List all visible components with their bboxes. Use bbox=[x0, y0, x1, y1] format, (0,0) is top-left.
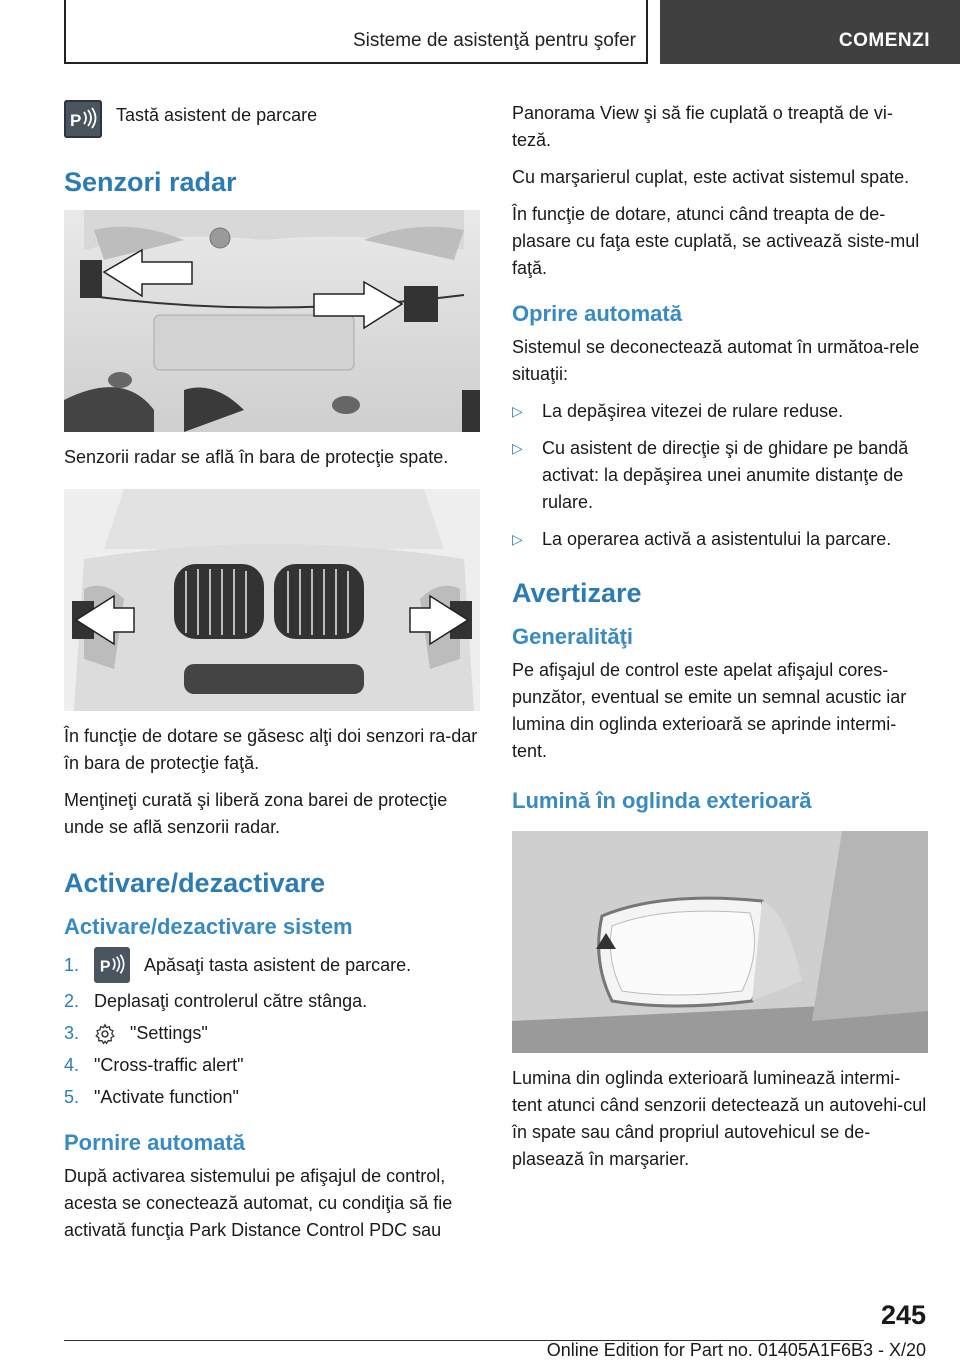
step-number: 5. bbox=[64, 1087, 80, 1107]
list-item-text: La operarea activă a asistentului la parcare. bbox=[542, 529, 892, 549]
step-text: "Settings" bbox=[130, 1023, 208, 1043]
auto-stop-conditions bbox=[512, 398, 928, 553]
park-assist-key-label: Tastă asistent de parcare bbox=[116, 105, 318, 125]
step-text: Deplasaţi controlerul către stânga. bbox=[94, 991, 368, 1011]
list-item bbox=[512, 435, 928, 516]
step-text: "Cross-traffic alert" bbox=[94, 1055, 244, 1075]
step-3 bbox=[64, 1020, 480, 1047]
forward-gear-text: În funcţie de dotare, atunci când treapta de de‐plasare cu faţa este cuplată, se activează siste‐mul faţă. bbox=[512, 204, 920, 278]
list-item bbox=[512, 526, 928, 553]
edition-info: Online Edition for Part no. 01405A1F6B3 - X/20 bbox=[546, 1340, 926, 1360]
step-number: 2. bbox=[64, 991, 80, 1011]
list-item-text: La depăşirea vitezei de rulare reduse. bbox=[542, 401, 844, 421]
side-mirror-photo bbox=[512, 831, 928, 1053]
step-number: 3. bbox=[64, 1023, 80, 1043]
step-4 bbox=[64, 1052, 480, 1079]
header-section-title: Sisteme de asistenţă pentru şofer bbox=[352, 30, 636, 51]
heading-activation-system: Activare/dezactivare sistem bbox=[64, 914, 353, 939]
gear-icon bbox=[94, 1023, 116, 1045]
step-5 bbox=[64, 1084, 480, 1111]
front-bumper-photo bbox=[64, 489, 480, 711]
park-assist-key-row bbox=[64, 100, 480, 138]
step-1 bbox=[64, 947, 480, 983]
mirror-caption: Lumina din oglinda exterioară luminează intermi‐tent atunci când senzorii detectează un autovehi‐cul în spate sau când propriul autovehicul se de‐plasează în marşarier. bbox=[512, 1068, 927, 1169]
panorama-text: Panorama View şi să fie cuplată o treaptă de vi‐teză. bbox=[512, 103, 893, 150]
heading-mirror-light: Lumină în oglinda exterioară bbox=[512, 788, 812, 813]
heading-activation: Activare/dezactivare bbox=[64, 868, 326, 898]
rear-bumper-photo bbox=[64, 210, 480, 432]
svg-text:P: P bbox=[99, 958, 111, 976]
heading-radar-sensors: Senzori radar bbox=[64, 167, 237, 197]
triangle-bullet-icon: ▷ bbox=[512, 403, 523, 419]
triangle-bullet-icon: ▷ bbox=[512, 531, 523, 547]
heading-auto-stop: Oprire automată bbox=[512, 301, 682, 326]
caption-rear-sensors: Senzorii radar se află în bara de protecţie spate. bbox=[64, 447, 449, 467]
auto-stop-text: Sistemul se deconectează automat în următoa‐rele situaţii: bbox=[512, 337, 920, 384]
svg-text:P: P bbox=[70, 111, 82, 130]
activation-steps bbox=[64, 947, 480, 1111]
heading-auto-start: Pornire automată bbox=[64, 1130, 245, 1155]
reverse-gear-text: Cu marşarierul cuplat, este activat sistemul spate. bbox=[512, 167, 910, 187]
header-chapter-tab bbox=[660, 0, 960, 64]
park-assist-key-icon bbox=[94, 947, 130, 983]
heading-general: Generalităţi bbox=[512, 624, 634, 649]
step-number: 1. bbox=[64, 954, 80, 975]
general-text: Pe afişajul de control este apelat afişajul cores‐punzător, eventual se emite un semnal acustic iar lumina din oglinda exterioară se aprinde intermi‐tent. bbox=[512, 660, 907, 761]
step-text: "Activate function" bbox=[94, 1087, 239, 1107]
step-2 bbox=[64, 988, 480, 1015]
right-column bbox=[512, 100, 928, 1183]
page-number: 245 bbox=[880, 1300, 926, 1330]
keep-clean-text: Menţineţi curată şi liberă zona barei de protecţie unde se află senzorii radar. bbox=[64, 790, 448, 837]
auto-start-text: După activarea sistemului pe afişajul de control, acesta se conectează automat, cu condiţia să fie activată funcţia Park Distance Control PDC sau bbox=[64, 1166, 453, 1240]
triangle-bullet-icon: ▷ bbox=[512, 440, 523, 456]
header-section-box bbox=[64, 0, 648, 64]
step-text: Apăsaţi tasta asistent de parcare. bbox=[144, 954, 412, 975]
left-column bbox=[64, 100, 480, 1254]
step-number: 4. bbox=[64, 1055, 80, 1075]
heading-warning: Avertizare bbox=[512, 578, 642, 608]
park-assist-key-icon bbox=[64, 100, 102, 138]
caption-front-sensors: În funcţie de dotare se găsesc alţi doi senzori ra‐dar în bara de protecţie faţă. bbox=[64, 726, 478, 773]
list-item bbox=[512, 398, 928, 425]
header-chapter-label: COMENZI bbox=[838, 30, 930, 51]
list-item-text: Cu asistent de direcţie şi de ghidare pe bandă activat: la depăşirea unei anumite distanţe de rulare. bbox=[542, 438, 909, 512]
